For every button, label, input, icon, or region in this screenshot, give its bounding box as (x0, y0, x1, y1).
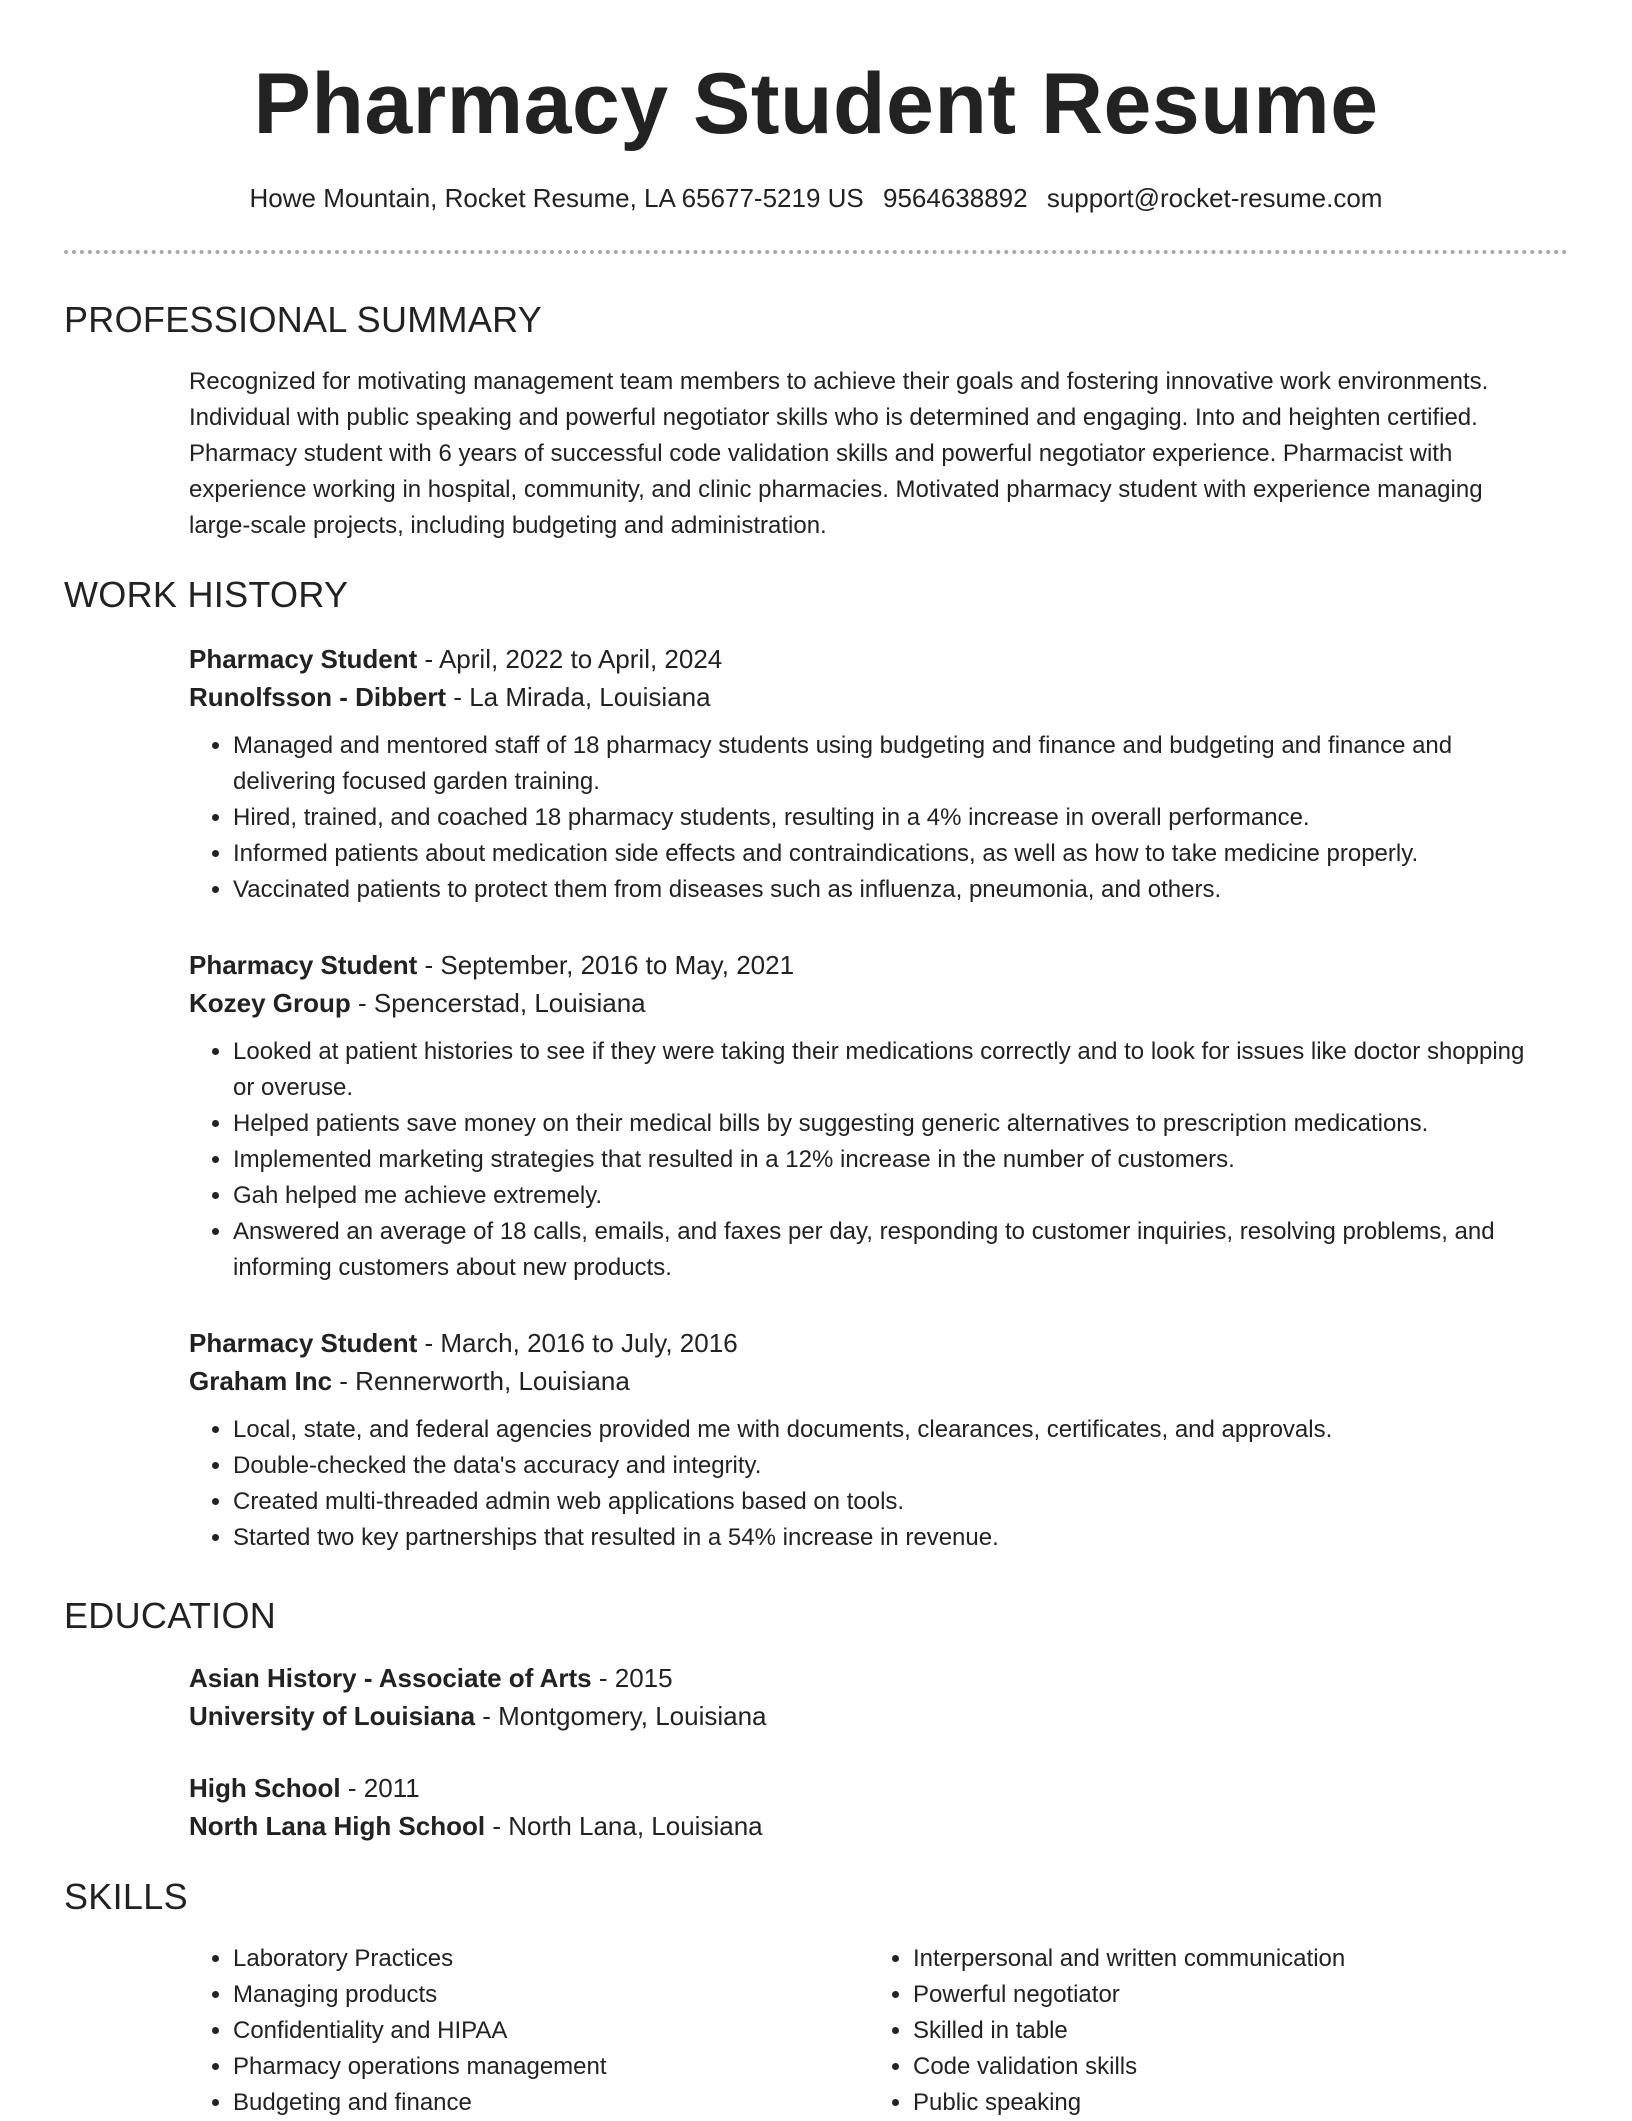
skill-item: • Code validation skills (913, 2049, 1489, 2085)
skills-left-column (189, 1941, 809, 2121)
list-item: • Local, state, and federal agencies provided me with documents, clearances, certificates, and approvals. (233, 1412, 1549, 1448)
degree: Asian History - Associate of Arts (189, 1663, 592, 1693)
school: North Lana High School (189, 1811, 486, 1841)
summary-heading: PROFESSIONAL SUMMARY (64, 299, 543, 340)
skill-item: • Managing products (233, 1977, 809, 2013)
list-item: • Looked at patient histories to see if they were taking their medications correctly and to look for issues like doctor shopping or overuse. (233, 1034, 1549, 1106)
job-company: Kozey Group (189, 988, 351, 1018)
job-title-line (189, 640, 1549, 678)
degree: High School (189, 1773, 341, 1803)
skill-item: • Confidentiality and HIPAA (233, 2013, 809, 2049)
list-item: • Vaccinated patients to protect them from diseases such as influenza, pneumonia, and others. (233, 872, 1549, 908)
job-entry-1 (189, 640, 1549, 908)
job-bullets (189, 1034, 1549, 1286)
education-heading: EDUCATION (64, 1595, 277, 1636)
degree-year: - 2015 (591, 1663, 673, 1693)
skill-item: • Interpersonal and written communication (913, 1941, 1489, 1977)
job-bullets (189, 1412, 1549, 1556)
job-title: Pharmacy Student (189, 1328, 418, 1358)
job-company: Runolfsson - Dibbert (189, 682, 447, 712)
skill-item: • Powerful negotiator (913, 1977, 1489, 2013)
job-title-line (189, 946, 1549, 984)
job-dates: - March, 2016 to July, 2016 (417, 1328, 738, 1358)
degree-line (189, 1659, 1549, 1697)
contact-phone: 9564638892 (883, 183, 1028, 213)
summary-text: Recognized for motivating management team members to achieve their goals and fostering innovative work environments. Individual with public speaking and powerful negotiator skills who is determined and engaging. Into and heighten certified. Pharmacy student with 6 years of successful code validation skills and powerful negotiator experience. Pharmacist with experience working in hospital, community, and clinic pharmacies. Motivated pharmacy student with experience managing large-scale projects, including budgeting and administration. (189, 368, 1489, 539)
degree-line (189, 1769, 1549, 1807)
job-location: - La Mirada, Louisiana (446, 682, 711, 712)
list-item: • Created multi-threaded admin web applications based on tools. (233, 1484, 1549, 1520)
job-location: - Spencerstad, Louisiana (350, 988, 646, 1018)
resume-title: Pharmacy Student Resume (253, 56, 1379, 152)
education-entry-1 (189, 1659, 1549, 1735)
work-heading: WORK HISTORY (64, 574, 349, 615)
header-divider (64, 250, 1568, 254)
list-item: • Started two key partnerships that resulted in a 54% increase in revenue. (233, 1520, 1549, 1556)
skill-item: • Laboratory Practices (233, 1941, 809, 1977)
summary-section (189, 364, 1549, 544)
skill-item: • Budgeting and finance (233, 2085, 809, 2121)
education-entry-2 (189, 1769, 1549, 1845)
job-title-line (189, 1324, 1549, 1362)
job-dates: - April, 2022 to April, 2024 (417, 644, 723, 674)
job-entry-3 (189, 1324, 1549, 1556)
list-item: • Gah helped me achieve extremely. (233, 1178, 1549, 1214)
list-item: • Answered an average of 18 calls, emails, and faxes per day, responding to customer inquiries, resolving problems, and informing customers about new products. (233, 1214, 1549, 1286)
degree-year: - 2011 (340, 1773, 420, 1803)
skill-item: • Skilled in table (913, 2013, 1489, 2049)
skills-heading: SKILLS (64, 1876, 188, 1917)
school-line (189, 1697, 1549, 1735)
job-title: Pharmacy Student (189, 644, 418, 674)
list-item: • Hired, trained, and coached 18 pharmacy students, resulting in a 4% increase in overall performance. (233, 800, 1549, 836)
school: University of Louisiana (189, 1701, 476, 1731)
contact-line (0, 180, 1632, 216)
contact-address: Howe Mountain, Rocket Resume, LA 65677-5219 US (249, 183, 864, 213)
list-item: • Managed and mentored staff of 18 pharmacy students using budgeting and finance and budgeting and finance and delivering focused garden training. (233, 728, 1549, 800)
contact-email: support@rocket-resume.com (1046, 183, 1383, 213)
skill-item: • Public speaking (913, 2085, 1489, 2121)
job-entry-2 (189, 946, 1549, 1286)
list-item: • Implemented marketing strategies that resulted in a 12% increase in the number of customers. (233, 1142, 1549, 1178)
job-bullets (189, 728, 1549, 908)
school-location: - North Lana, Louisiana (485, 1811, 763, 1841)
job-company-line (189, 984, 1549, 1022)
school-line (189, 1807, 1549, 1845)
job-company-line (189, 678, 1549, 716)
list-item: • Informed patients about medication side effects and contraindications, as well as how to take medicine properly. (233, 836, 1549, 872)
job-company-line (189, 1362, 1549, 1400)
skills-list-left (189, 1941, 809, 2121)
skill-item: • Pharmacy operations management (233, 2049, 809, 2085)
skills-right-column (869, 1941, 1489, 2121)
job-title: Pharmacy Student (189, 950, 418, 980)
list-item: • Double-checked the data's accuracy and integrity. (233, 1448, 1549, 1484)
skills-list-right (869, 1941, 1489, 2121)
list-item: • Helped patients save money on their medical bills by suggesting generic alternatives to prescription medications. (233, 1106, 1549, 1142)
job-location: - Rennerworth, Louisiana (332, 1366, 630, 1396)
school-location: - Montgomery, Louisiana (475, 1701, 767, 1731)
job-dates: - September, 2016 to May, 2021 (417, 950, 795, 980)
job-company: Graham Inc (189, 1366, 333, 1396)
